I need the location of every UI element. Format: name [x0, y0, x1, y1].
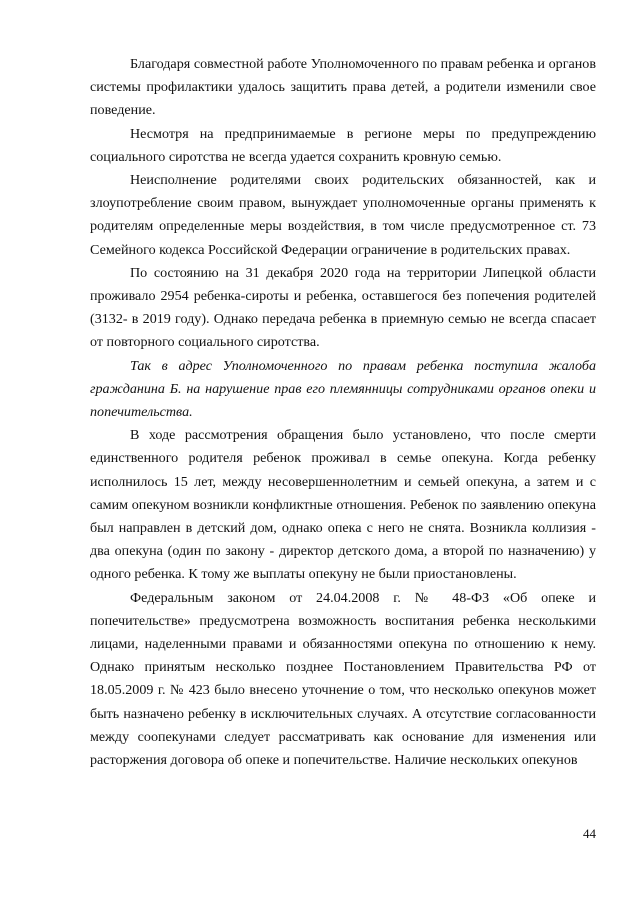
- paragraph-6: В ходе рассмотрения обращения было установлено, что после смерти единственного родителя ребенок проживал в семье опекуна. Когда ребенку исполнилось 15 лет, между несовершеннолетним и семьей опекуна, а затем и с самим опекуном возникли конфликтные отношения. Ребенок по заявлению опекуна был направлен в детский дом, однако опека с него не снята. Возникла коллизия - два опекуна (один по закону - директор детского дома, а второй по назначению) у одного ребенка. К тому же выплаты опекуну не были приостановлены.: [90, 427, 596, 583]
- paragraph-5-italic: Так в адрес Уполномоченного по правам ребенка поступила жалоба гражданина Б. на нарушение прав его племянницы сотрудниками органов опеки и попечительства.: [90, 357, 596, 421]
- paragraph-1: Благодаря совместной работе Уполномоченного по правам ребенка и органов системы профилактики удалось защитить права детей, а родители изменили свое поведение.: [90, 56, 596, 119]
- paragraph-3: Неисполнение родителями своих родительских обязанностей, как и злоупотребление своим правом, вынуждает уполномоченные органы применять к родителям определенные меры воздействия, в том числе предусмотренное ст. 73 Семейного кодекса Российской Федерации ограничение в родительских правах.: [90, 172, 596, 258]
- paragraph-2: Несмотря на предпринимаемые в регионе меры по предупреждению социального сиротства не всегда удается сохранить кровную семью.: [90, 125, 596, 165]
- body-text: [90, 53, 596, 772]
- paragraph-7: Федеральным законом от 24.04.2008 г. № 48-ФЗ «Об опеке и попечительстве» предусмотрена возможность воспитания ребенка несколькими лицами, наделенными правами и обязанностями опекуна по отношению к нему. Однако принятым несколько позднее Постановлением Правительства РФ от 18.05.2009 г. № 423 было внесено уточнение о том, что несколько опекунов может быть назначено ребенку в исключительных случаях. А отсутствие согласованности между соопекунами следует рассматривать как основание для изменения или расторжения договора об опеке и попечительстве. Наличие нескольких опекунов: [90, 589, 596, 769]
- paragraph-4: По состоянию на 31 декабря 2020 года на территории Липецкой области проживало 2954 ребенка-сироты и ребенка, оставшегося без попечения родителей (3132- в 2019 году). Однако передача ребенка в приемную семью не всегда спасает от повторного социального сиротства.: [90, 264, 596, 351]
- page-number: 44: [583, 826, 596, 841]
